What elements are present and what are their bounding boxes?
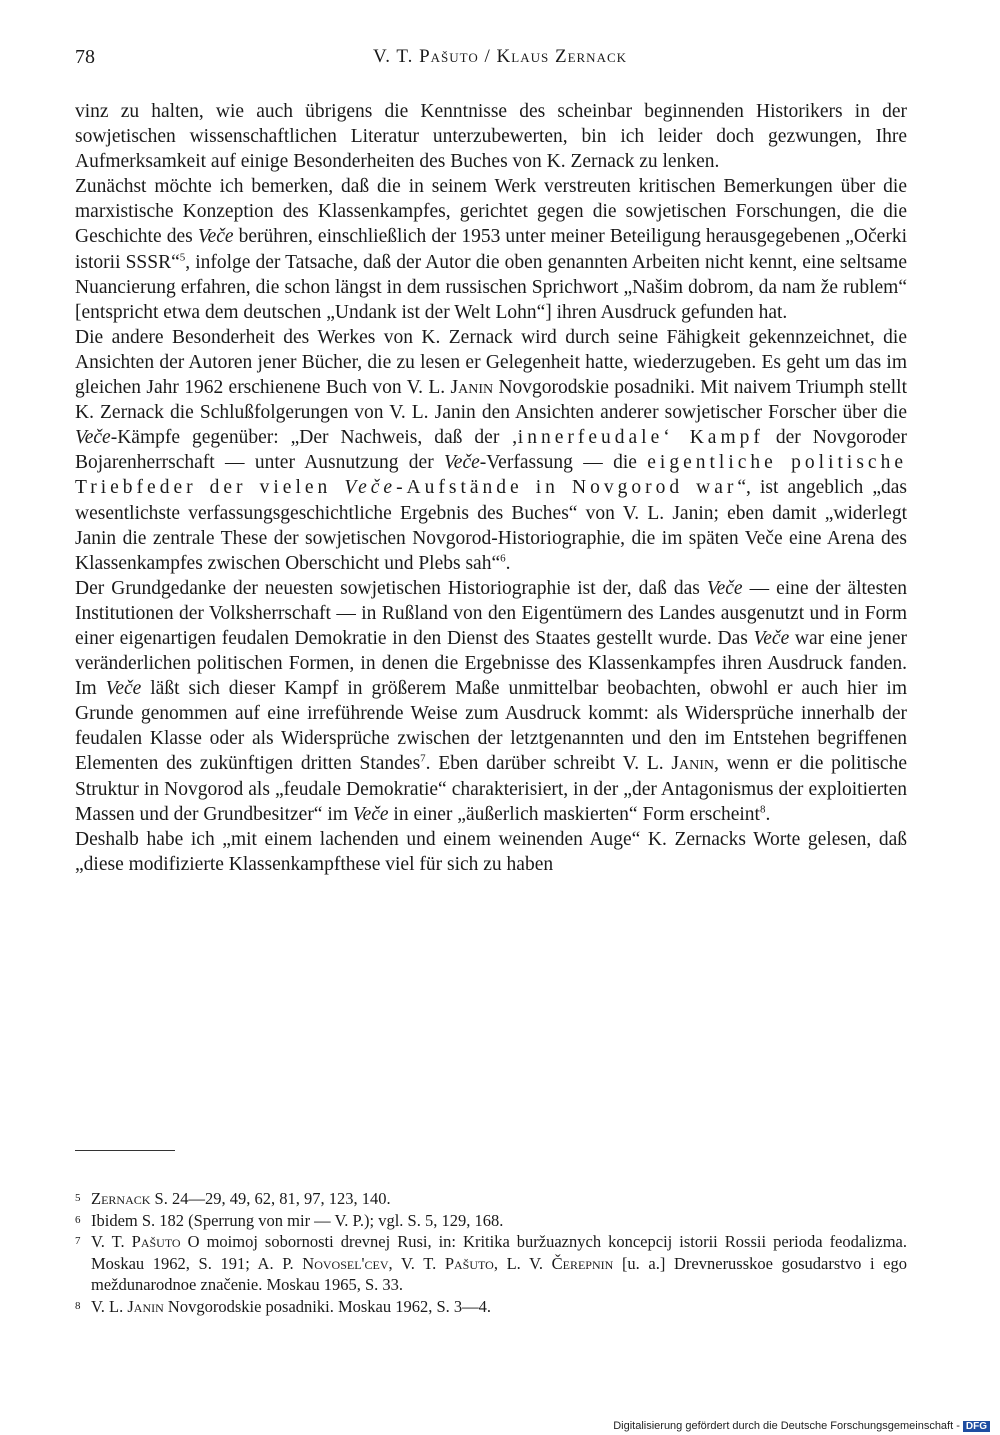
- text-run: “, ist angeblich „das wesentlichste verfassungsgeschichtliche Ergebnis des Buches“ von V. L. Janin; eben damit „widerlegt Janin die zentrale These der sowjetischen Novgorod-Historiographie, die im späten Veče eine Arena des Klassenkampfes zwischen Oberschicht und Plebs sah“: [75, 477, 907, 574]
- italic-term: Veče: [197, 226, 234, 248]
- footnote: [75, 1188, 907, 1210]
- footnote-text: S. 24—29, 49, 62, 81, 97, 123, 140.: [150, 1189, 391, 1208]
- text-run: war eine jener veränderlichen politischen Formen, in denen die Ergebnisse des Klassenkampfes ihren Ausdruck fanden. Im: [75, 627, 907, 700]
- spaced-text: eigentliche politische Triebfeder der vielen: [75, 452, 907, 499]
- footnote-ref: 8: [759, 803, 766, 816]
- paragraph-2: [75, 174, 907, 325]
- page-number: 78: [75, 46, 95, 68]
- dfg-logo: DFG: [963, 1421, 990, 1432]
- text-run: , wenn er die politische Struktur in Novgorod als „feudale Demokratie“ charakterisiert, in der „der Antagonismus der exploitierten Massen und der Grundbesitzer“ im: [75, 753, 907, 825]
- italic-term: Veče: [352, 803, 389, 825]
- footnote-number: 6: [75, 1213, 81, 1226]
- paragraph-5: Deshalb habe ich „mit einem lachenden und einem weinenden Auge“ K. Zernacks Worte gelesen, daß „diese modifizierte Klassenkampfthese viel für sich zu haben: [75, 828, 907, 875]
- spaced-text: -Aufstände in Novgorod war: [396, 477, 738, 499]
- footnote-text: V. T.: [91, 1232, 132, 1251]
- author-name: Janin: [127, 1296, 164, 1316]
- footnote-ref: 6: [500, 552, 506, 565]
- footnote-text: [u. a.] Drevnerusskoe gosudarstvo i ego meždunarodnoe značenie. Moskau 1965, S. 33.: [91, 1253, 908, 1294]
- italic-term: Veče: [444, 452, 480, 474]
- text-run: , infolge der Tatsache, daß der Autor die oben genannten Arbeiten nicht kennt, eine seltsame Nuancierung erfahren, die schon längst in dem russischen Sprichwort „Našim dobrom, da nam že rublem“ [entspricht etwa dem deutschen „Undank ist der Welt Lohn“] ihren Ausdruck gefunden hat.: [75, 251, 908, 323]
- text-run: .: [765, 803, 771, 825]
- italic-term: Veče: [753, 627, 790, 649]
- body-text: [75, 99, 907, 877]
- text-run: . Eben darüber schreibt V. L.: [425, 753, 672, 775]
- footnote-text: Novgorodskie posadniki. Moskau 1962, S. 3—4.: [163, 1296, 492, 1316]
- text-run: in einer „äußerlich maskierten“ Form erscheint: [388, 803, 760, 825]
- text-run: — eine der ältesten Institutionen der Volksherrschaft — in Rußland von den Eigentümern des Landes ausgenutzt und in Form einer eigenartigen feudalen Demokratie in den Dienst des Staates gestellt wurde. Das: [75, 577, 908, 649]
- text-run: berühren, einschließlich der 1953 unter meiner Beteiligung herausgegebenen „Očerki istorii SSSR“: [75, 226, 907, 273]
- text-run: Der Grundgedanke der neuesten sowjetischen Historiographie ist der, daß das: [75, 577, 707, 599]
- footnote-number: 7: [75, 1235, 81, 1247]
- footnote-text: O moimoj sobornosti drevnej Rusi, in: Kritika buržuaznych koncepcij istorii Rossii perioda feodalizma. Moskau 1962, S. 191; A. P.: [91, 1232, 907, 1273]
- paragraph-3: [75, 325, 907, 576]
- author-name: Zernack: [91, 1189, 151, 1208]
- footnote-ref: 5: [179, 251, 186, 264]
- text-run: -Kämpfe gegenüber: „Der Nachweis, daß der ‚: [110, 427, 518, 449]
- paragraph-4: [75, 576, 907, 827]
- footnote-number: 5: [75, 1192, 81, 1204]
- footnotes: [75, 1188, 907, 1317]
- footnote-rule: [75, 1150, 175, 1151]
- spaced-text: innerfeudale‘ Kampf: [517, 427, 764, 449]
- text-run: .: [505, 552, 511, 574]
- text-run: der Novgoroder Bojarenherrschaft — unter Ausnutzung der: [75, 427, 908, 474]
- dfg-credit-text: Digitalisierung gefördert durch die Deutsche Forschungsgemeinschaft -: [613, 1420, 960, 1432]
- italic-term: Veče: [105, 678, 142, 700]
- author-name: Janin: [450, 377, 494, 399]
- author-name: Pašuto: [131, 1232, 181, 1251]
- footnote: [75, 1231, 907, 1296]
- running-head: V. T. Pašuto / Klaus Zernack: [372, 46, 628, 67]
- italic-term: Veče: [344, 477, 397, 499]
- footnote-ref: 7: [420, 752, 426, 765]
- author-name: Novosel'cev: [302, 1253, 389, 1273]
- text-run: Novgorodskie posadniki. Mit naivem Triumph stellt K. Zernack die Schlußfolgerungen von V. L. Janin den Ansichten anderer sowjetischer Forscher über die: [75, 377, 907, 424]
- footnote-text: V. L.: [91, 1296, 128, 1316]
- dfg-credit: [613, 1420, 990, 1432]
- footnote-text: Ibidem S. 182 (Sperrung von mir — V. P.); vgl. S. 5, 129, 168.: [91, 1210, 504, 1230]
- author-name: Janin: [671, 753, 714, 775]
- paragraph-1: vinz zu halten, wie auch übrigens die Kenntnisse des scheinbar beginnenden Historikers in der sowjetischen wissenschaftlichen Literatur unterzubewerten, bin ich leider doch gezwungen, Ihre Aufmerksamkeit auf einige Besonderheiten des Buches von K. Zernack zu lenken.: [75, 101, 907, 173]
- italic-term: Veče: [706, 577, 743, 599]
- footnote-text: , L. V.: [493, 1253, 552, 1273]
- text-run: Zunächst möchte ich bemerken, daß die in seinem Werk verstreuten kritischen Bemerkungen über die marxistische Konzeption des Klassenkampfes, gerichtet gegen die sowjetischen Forschungen, die die Geschichte des: [75, 176, 907, 248]
- author-name: Pašuto: [444, 1253, 494, 1273]
- footnote-text: , V. T.: [388, 1253, 445, 1273]
- footnote: [75, 1210, 907, 1232]
- text-run: läßt sich dieser Kampf in größerem Maße unmittelbar beobachten, obwohl er auch hier im Grunde genommen auf eine irreführende Weise zum Ausdruck kommt: als Widersprüche innerhalb der feudalen Klasse oder als Widersprüche zwischen der letztgenannten und den im Entstehen begriffenen Elementen des zukünftigen dritten Standes: [75, 678, 907, 775]
- text-run: -Verfassung — die: [479, 452, 648, 474]
- footnote: [75, 1296, 907, 1318]
- italic-term: Veče: [75, 427, 111, 449]
- text-run: Die andere Besonderheit des Werkes von K. Zernack wird durch seine Fähigkeit gekennzeichnet, die Ansichten der Autoren jener Bücher, die zu lesen er Gelegenheit hatte, wiederzugeben. Es geht um das im gleichen Jahr 1962 erschienene Buch von V. L.: [75, 326, 907, 399]
- footnote-number: 8: [75, 1299, 81, 1312]
- author-name: Čerepnin: [551, 1253, 614, 1273]
